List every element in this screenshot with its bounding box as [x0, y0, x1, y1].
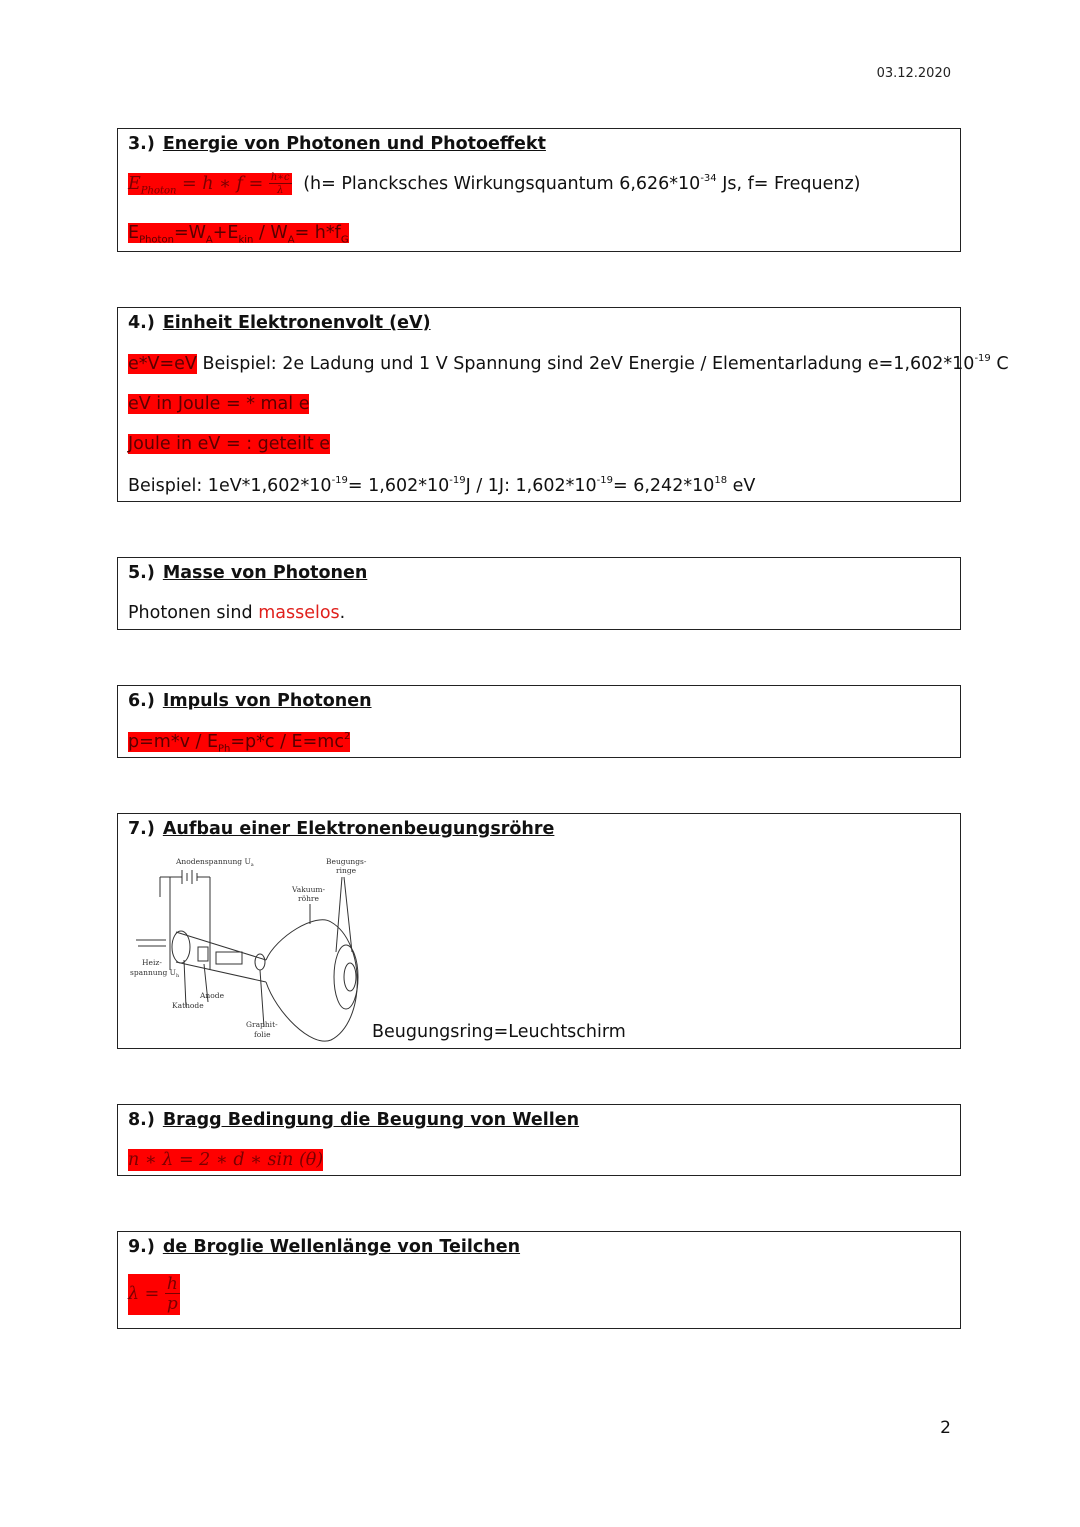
ev-example-text: Beispiel: 2e Ladung und 1 V Spannung sind 2eV Energie / Elementarladung $e=1,602*10^{-19}$ C: [196, 353, 1009, 374]
svg-text:Vakuum-: Vakuum-: [292, 885, 326, 894]
section-electronvolt: [117, 307, 1009, 502]
de-broglie-formula: λ = $\frac{h}{p}$: [128, 1274, 178, 1314]
diffraction-tube-diagram: [126, 852, 376, 1042]
svg-text:röhre: röhre: [298, 894, 319, 903]
section-heading: [128, 313, 431, 333]
section-title: Einheit Elektronenvolt (eV): [162, 313, 431, 333]
ev-definition-line: [128, 353, 1009, 374]
section-photon-mass: [117, 557, 961, 630]
section-heading: [128, 1110, 579, 1130]
section-photon-momentum: [117, 685, 961, 758]
svg-text:Beugungs-: Beugungs-: [326, 857, 367, 866]
bragg-formula: n ∗ λ = 2 ∗ d ∗ sin (θ): [128, 1150, 324, 1170]
section-diffraction-tube: [117, 813, 961, 1049]
bragg-formula-line: [128, 1150, 323, 1170]
section-heading: [128, 691, 372, 711]
photon-energy-formula-line: [128, 173, 860, 197]
section-number: 6.): [128, 691, 155, 711]
ev-to-joule-line: [128, 394, 309, 414]
svg-text:spannung Uh: spannung $U_h$: [130, 968, 180, 979]
section-title: Energie von Photonen und Photoeffekt: [162, 134, 546, 154]
section-title: Impuls von Photonen: [162, 691, 372, 711]
conversion-example-line: Beispiel: $1eV*1,602*10^{-19}= 1,602*10^{-19}J / 1J$: $1,602*10^{-19}= 6,242*10^{18}$ eV: [128, 475, 756, 496]
svg-text:Anodenspannung Ua: Anodenspannung $U_a$: [176, 857, 254, 868]
masselos-highlight: masselos: [258, 603, 340, 623]
photoeffect-formula: $E_{Photon}=W_A+E_{kin} / W_A= h*f_G$: [128, 223, 349, 246]
svg-text:ringe: ringe: [336, 866, 357, 875]
page-number: 2: [940, 1418, 951, 1438]
svg-text:Kathode: Kathode: [172, 1001, 204, 1010]
section-number: 5.): [128, 563, 155, 583]
section-number: 3.): [128, 134, 155, 154]
momentum-formula-line: [128, 731, 350, 755]
section-number: 9.): [128, 1237, 155, 1257]
photoeffect-formula-line: [128, 223, 349, 246]
photon-mass-text: Photonen sind masselos.: [128, 603, 346, 623]
section-heading: [128, 1237, 520, 1257]
section-heading: [128, 563, 367, 583]
section-heading: [128, 134, 546, 154]
ev-to-joule-rule: eV in Joule = * mal e: [128, 394, 310, 414]
section-title: de Broglie Wellenlänge von Teilchen: [162, 1237, 521, 1257]
section-number: 4.): [128, 313, 155, 333]
section-title: Aufbau einer Elektronenbeugungsröhre: [162, 819, 555, 839]
joule-to-ev-line: [128, 434, 330, 454]
svg-text:Graphit-: Graphit-: [246, 1020, 278, 1029]
section-title: Masse von Photonen: [162, 563, 368, 583]
momentum-formula: $p=m*v / E_{Ph}=p*c / E=mc^2$: [128, 731, 351, 755]
section-photon-energy: [117, 128, 961, 252]
de-broglie-formula-line: [128, 1274, 180, 1315]
section-number: 8.): [128, 1110, 155, 1130]
section-number: 7.): [128, 819, 155, 839]
photon-energy-formula: $E_{Photon} = h$ ∗ f = $\frac{h∗c}{\lambda}$: [128, 172, 290, 197]
planck-constant-note: (h= Plancksches Wirkungsquantum $6,626*10^{-34}$ Js, f= Frequenz): [303, 173, 861, 194]
ev-formula: e*V=eV: [128, 354, 197, 374]
diagram-caption: Beugungsring=Leuchtschirm: [372, 1022, 626, 1042]
section-bragg: [117, 1104, 961, 1176]
svg-text:folie: folie: [254, 1030, 271, 1039]
section-de-broglie: [117, 1231, 961, 1329]
section-title: Bragg Bedingung die Beugung von Wellen: [162, 1110, 580, 1130]
section-heading: [128, 819, 554, 839]
svg-text:Heiz-: Heiz-: [142, 958, 162, 967]
document-date: 03.12.2020: [876, 66, 951, 81]
joule-to-ev-rule: Joule in eV = : geteilt e: [128, 434, 331, 454]
svg-text:Anode: Anode: [200, 991, 225, 1000]
